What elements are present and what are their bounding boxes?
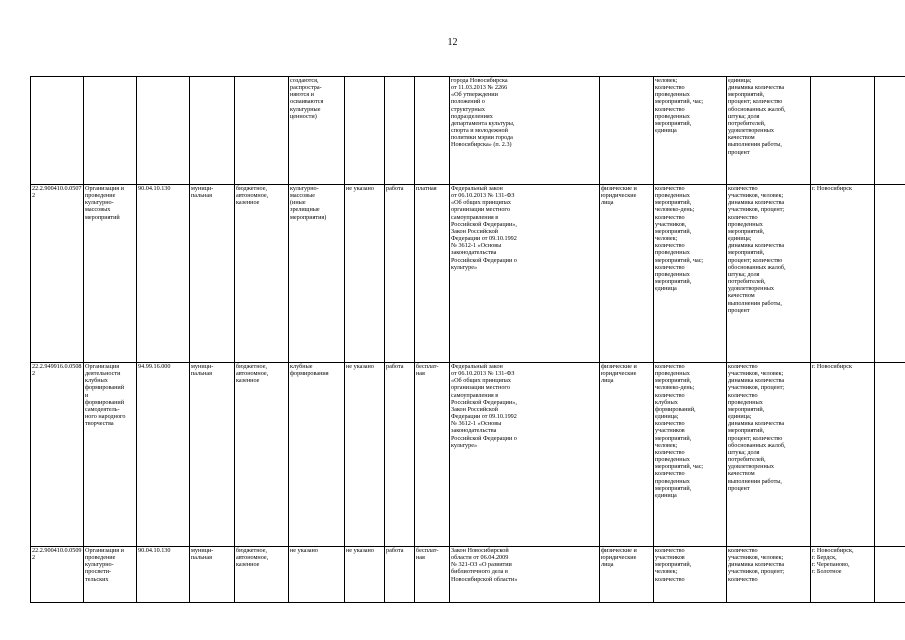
okved-code-cell: 90.04.10.130 [137, 547, 190, 603]
kind-cell: работа [385, 363, 415, 547]
institution-types-cell: бюджетное, автономное, казенное [235, 185, 289, 363]
note-cell [875, 547, 905, 603]
note-cell [875, 77, 905, 185]
authority-level-cell: муници- пальная [190, 185, 235, 363]
conditions-cell: не указано [345, 185, 385, 363]
services-registry-table [30, 76, 905, 603]
kind-cell [385, 77, 415, 185]
volume-indicators-cell: количество проведенных мероприятий, человеко-день; количество участников, мероприятий, человек; количество проведенных мероприятий, час; количество проведенных мероприятий, единица [654, 185, 727, 363]
note-cell [875, 363, 905, 547]
consumers-cell: физические и юридические лица [600, 547, 654, 603]
note-cell [875, 185, 905, 363]
service-name-cell: Организация деятельности клубных формирований и формирований самодеятель- ного народного творчества [84, 363, 137, 547]
location-cell [811, 77, 875, 185]
location-cell: г. Новосибирск, г. Бердск, г. Черепаново, г. Болотное [811, 547, 875, 603]
registry-number-cell: 22.2.900410.0.05092 [31, 547, 84, 603]
table-row [31, 185, 905, 363]
okved-code-cell: 90.04.10.130 [137, 185, 190, 363]
payment-cell: платная [415, 185, 450, 363]
registry-number-cell: 22.2.900410.0.05072 [31, 185, 84, 363]
page-number: 12 [447, 37, 458, 48]
kind-cell: работа [385, 185, 415, 363]
location-cell: г. Новосибирск [811, 363, 875, 547]
volume-indicators-cell: количество проведенных мероприятий, человеко-день; количество клубных формирований, единица; количество участников мероприятий, человек; количество проведенных мероприятий, час; количество проведенных мероприятий, единица [654, 363, 727, 547]
legal-basis-cell: города Новосибирска от 11.03.2013 № 2266 «Об утверждении положений о структурных подразделениях департамента культуры, спорта и молодежной политики мэрии города Новосибирска» (п. 2.3) [450, 77, 600, 185]
payment-cell [415, 77, 450, 185]
quality-indicators-cell: количество участников, человек; динамика количества участников, процент; количество проведенных мероприятий, единица; динамика количества мероприятий, процент; количество обоснованных жалоб, штука; доля потребителей, удовлетворенных качеством выполнения работы, процент [727, 363, 811, 547]
quality-indicators-cell: количество участников, человек; динамика количества участников, процент; количество проведенных мероприятий, единица; динамика количества мероприятий, процент; количество обоснованных жалоб, штука; доля потребителей, удовлетворенных качеством выполнения работы, процент [727, 185, 811, 363]
content-cell: культурно- массовые (иные зрелищные мероприятия) [289, 185, 345, 363]
consumers-cell: физические и юридические лица [600, 363, 654, 547]
authority-level-cell: муници- пальная [190, 547, 235, 603]
consumers-cell: физические и юридические лица [600, 185, 654, 363]
service-name-cell: Организация и проведение культурно- массовых мероприятий [84, 185, 137, 363]
content-cell: создаются, распростра- няются и осваиваются культурные ценности) [289, 77, 345, 185]
quality-indicators-cell: количество участников, человек; динамика количества участников, процент; количество [727, 547, 811, 603]
quality-indicators-cell: единица; динамика количества мероприятий, процент; количество обоснованных жалоб, штука; доля потребителей, удовлетворенных качеством выполнения работы, процент [727, 77, 811, 185]
institution-types-cell: бюджетное, автономное, казенное [235, 363, 289, 547]
registry-number-cell: 22.2.949916.0.05082 [31, 363, 84, 547]
content-cell: клубные формирования [289, 363, 345, 547]
content-cell: не указано [289, 547, 345, 603]
volume-indicators-cell: человек; количество проведенных мероприятий, час; количество проведенных мероприятий, единица [654, 77, 727, 185]
registry-number-cell [31, 77, 84, 185]
table-row [31, 77, 905, 185]
authority-level-cell: муници- пальная [190, 363, 235, 547]
payment-cell: бесплат- ная [415, 363, 450, 547]
kind-cell: работа [385, 547, 415, 603]
volume-indicators-cell: количество участников мероприятий, человек; количество [654, 547, 727, 603]
table-row [31, 363, 905, 547]
legal-basis-cell: Федеральный закон от 06.10.2013 № 131-ФЗ «Об общих принципах организации местного самоуправления в Российской Федерации», Закон Российской Федерации от 09.10.1992 № 3612-1 «Основы законодательства Российской Федерации о культуре» [450, 185, 600, 363]
table-row [31, 547, 905, 603]
conditions-cell: не указано [345, 547, 385, 603]
payment-cell: бесплат- ная [415, 547, 450, 603]
service-name-cell [84, 77, 137, 185]
authority-level-cell [190, 77, 235, 185]
okved-code-cell [137, 77, 190, 185]
institution-types-cell: бюджетное, автономное, казенное [235, 547, 289, 603]
location-cell: г. Новосибирск [811, 185, 875, 363]
legal-basis-cell: Федеральный закон от 06.10.2013 № 131-ФЗ «Об общих принципах организации местного самоуправления в Российской Федерации», Закон Российской Федерации от 09.10.1992 № 3612-1 «Основы законодательства Российской Федерации о культуре» [450, 363, 600, 547]
consumers-cell [600, 77, 654, 185]
conditions-cell: не указано [345, 363, 385, 547]
okved-code-cell: 94.99.16.000 [137, 363, 190, 547]
service-name-cell: Организация и проведение культурно- просвети- тельских [84, 547, 137, 603]
conditions-cell [345, 77, 385, 185]
institution-types-cell [235, 77, 289, 185]
legal-basis-cell: Закон Новосибирской области от 06.04.2009 № 321-ОЗ «О развитии библиотечного дела в Новосибирской области» [450, 547, 600, 603]
